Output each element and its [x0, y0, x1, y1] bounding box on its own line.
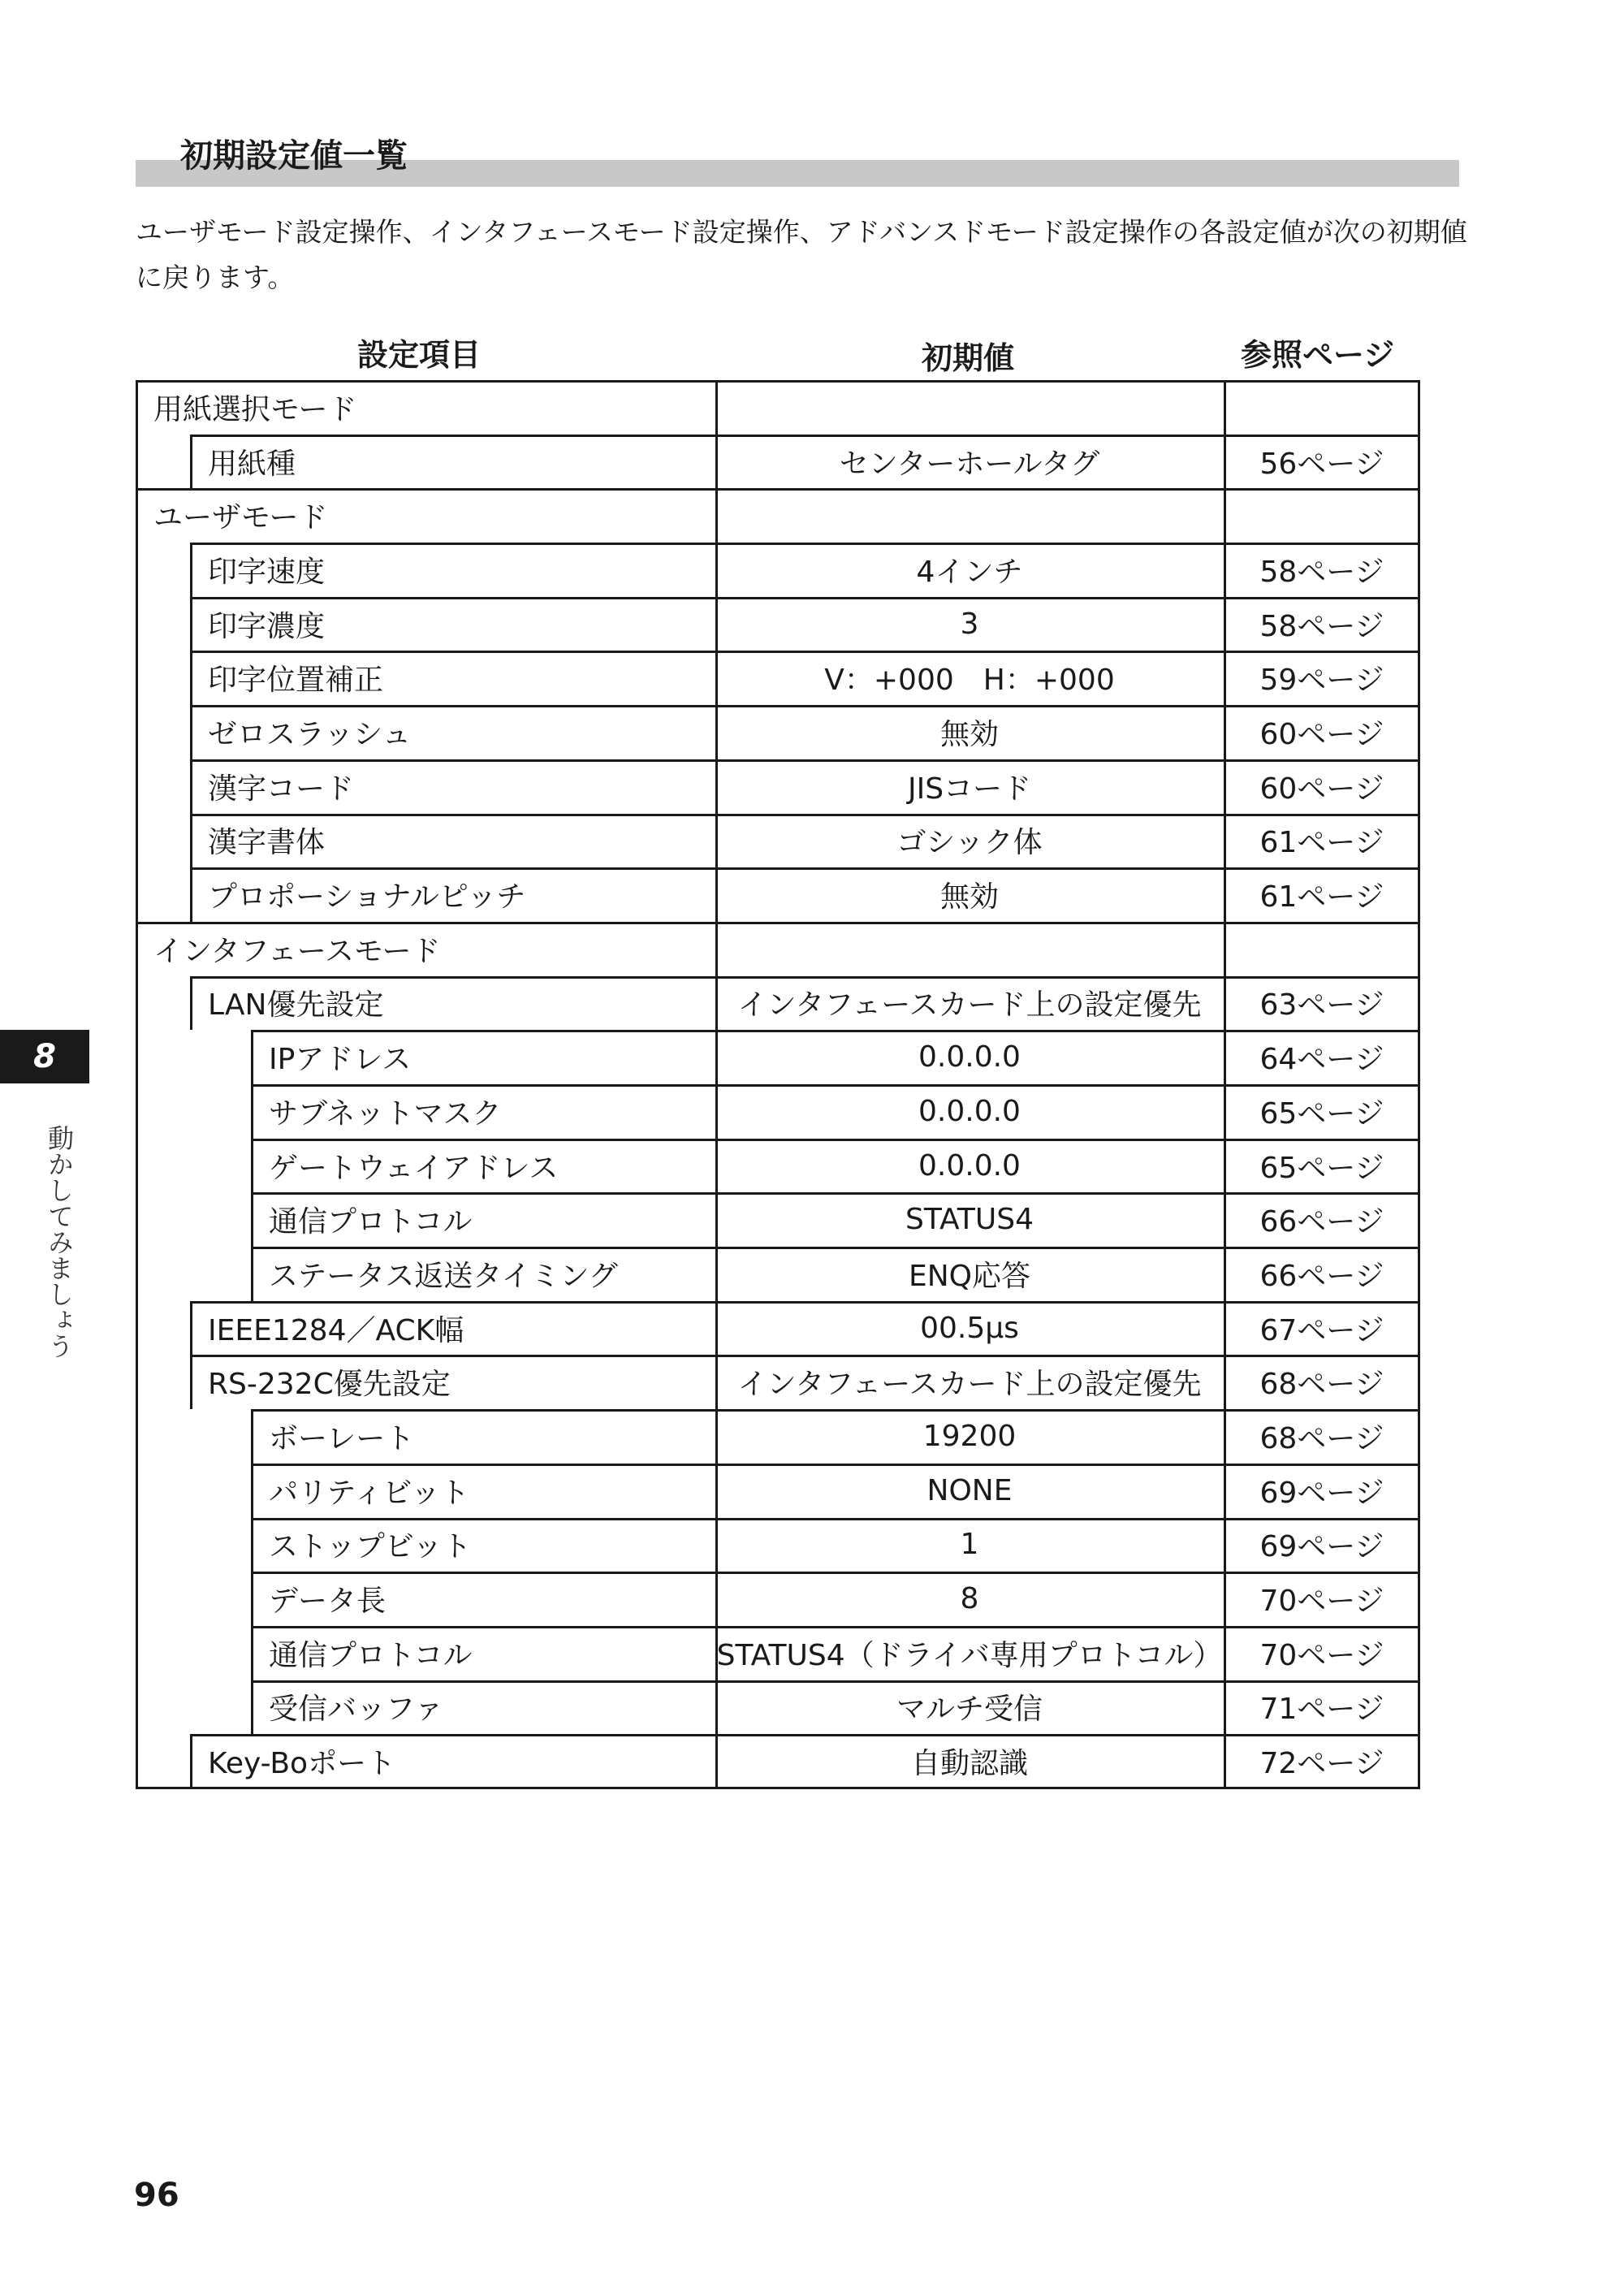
- setting-value: 無効: [939, 880, 999, 915]
- setting-value: 4インチ: [916, 555, 1023, 589]
- setting-name: サブネットマスク: [269, 1096, 502, 1131]
- table-row: [136, 1192, 1420, 1247]
- setting-value: 3: [960, 607, 979, 641]
- row-border: [190, 976, 1420, 979]
- setting-name: LAN優先設定: [208, 988, 384, 1023]
- table-row: [136, 1680, 1420, 1735]
- row-border: [251, 1680, 1420, 1683]
- row-border: [190, 759, 1420, 762]
- table-row: [136, 380, 1420, 435]
- setting-ref: 61ページ: [1259, 880, 1384, 915]
- setting-name: 印字速度: [208, 555, 326, 589]
- setting-ref: 72ページ: [1259, 1747, 1384, 1781]
- row-border: [190, 705, 1420, 707]
- table-row: [136, 1139, 1420, 1193]
- setting-value: インタフェースカード上の設定優先: [737, 1368, 1202, 1402]
- setting-name: 印字濃度: [208, 609, 326, 643]
- setting-value: センターホールタグ: [839, 447, 1100, 481]
- setting-value: インタフェースカード上の設定優先: [737, 988, 1202, 1023]
- row-border: [190, 651, 1420, 653]
- indent-border: [190, 435, 192, 489]
- setting-ref: [1224, 488, 1420, 543]
- row-border: [190, 597, 1420, 599]
- setting-value: 無効: [939, 717, 999, 751]
- row-border: [190, 814, 1420, 816]
- table-left-border: [136, 380, 138, 1788]
- indent-border: [190, 814, 192, 868]
- row-border: [190, 435, 1420, 437]
- setting-name: 通信プロトコル: [269, 1205, 473, 1239]
- table-row: [136, 1084, 1420, 1139]
- table-row: [136, 488, 1420, 543]
- setting-ref: 66ページ: [1259, 1205, 1384, 1239]
- setting-ref: 60ページ: [1259, 717, 1384, 751]
- row-border: [251, 1409, 1420, 1412]
- row-border: [251, 1139, 1420, 1141]
- indent-border: [190, 1301, 192, 1356]
- setting-name: ユーザモード: [153, 501, 328, 535]
- setting-value: [715, 922, 1224, 976]
- setting-name: ゲートウェイアドレス: [269, 1151, 559, 1185]
- setting-value: 自動認識: [910, 1747, 1028, 1781]
- setting-value: 1: [960, 1528, 979, 1562]
- table-right-border: [1418, 380, 1420, 1788]
- indent-border: [190, 867, 192, 922]
- indent-border: [251, 1626, 253, 1680]
- row-border: [251, 1464, 1420, 1466]
- page-number: 96: [134, 2177, 179, 2214]
- setting-ref: 68ページ: [1259, 1421, 1384, 1455]
- table-row: [136, 867, 1420, 922]
- setting-ref: 66ページ: [1259, 1259, 1384, 1293]
- indent-border: [251, 1084, 253, 1139]
- setting-name: ゼロスラッシュ: [208, 717, 412, 751]
- setting-value: 19200: [922, 1419, 1017, 1453]
- setting-value: マルチ受信: [896, 1693, 1043, 1727]
- table-row: [136, 543, 1420, 597]
- setting-ref: 69ページ: [1259, 1530, 1384, 1564]
- setting-ref: 58ページ: [1259, 555, 1384, 589]
- header-item: 設定項目: [357, 337, 482, 373]
- setting-ref: 59ページ: [1259, 664, 1384, 698]
- setting-value: 0.0.0.0: [918, 1040, 1021, 1074]
- setting-name: 漢字コード: [208, 772, 355, 806]
- setting-value: [715, 380, 1224, 435]
- table-row: [136, 1572, 1420, 1626]
- setting-name: ステータス返送タイミング: [269, 1259, 618, 1293]
- table-row: [136, 1247, 1420, 1301]
- setting-name: RS-232C優先設定: [208, 1368, 451, 1402]
- indent-border: [190, 1355, 192, 1409]
- table-row: [136, 922, 1420, 976]
- setting-ref: [1224, 380, 1420, 435]
- table-row: [136, 1355, 1420, 1409]
- setting-value: 8: [960, 1582, 979, 1616]
- table-row: [136, 1030, 1420, 1084]
- setting-value: 00.5μs: [920, 1311, 1019, 1345]
- row-border: [190, 1301, 1420, 1304]
- row-border: [251, 1518, 1420, 1520]
- table-row: [136, 651, 1420, 705]
- setting-name: 受信バッファ: [269, 1693, 444, 1727]
- row-border: [190, 1355, 1420, 1357]
- setting-ref: 69ページ: [1259, 1476, 1384, 1510]
- table-row: [136, 435, 1420, 489]
- row-border: [190, 867, 1420, 870]
- indent-border: [190, 1734, 192, 1788]
- ref-column-border: [1224, 380, 1226, 1788]
- chapter-title: 動かしてみましょう: [44, 1125, 75, 1359]
- setting-ref: 70ページ: [1259, 1585, 1384, 1619]
- setting-ref: 68ページ: [1259, 1368, 1384, 1402]
- section-title: 初期設定値一覧: [180, 137, 408, 175]
- setting-value: JISコード: [907, 772, 1032, 806]
- setting-value: 0.0.0.0: [918, 1148, 1021, 1183]
- row-border: [190, 543, 1420, 545]
- table-row: [136, 705, 1420, 759]
- indent-border: [190, 543, 192, 597]
- setting-ref: 67ページ: [1259, 1313, 1384, 1347]
- row-border: [251, 1030, 1420, 1032]
- setting-name: 印字位置補正: [208, 664, 384, 698]
- setting-value: NONE: [926, 1473, 1013, 1507]
- setting-name: ボーレート: [269, 1421, 415, 1455]
- table-row: [136, 1626, 1420, 1680]
- setting-ref: 56ページ: [1259, 447, 1384, 481]
- table-row: [136, 597, 1420, 651]
- value-column-border: [715, 380, 718, 1788]
- table-bottom-border: [136, 1787, 1420, 1789]
- indent-border: [190, 651, 192, 705]
- indent-border: [190, 976, 192, 1031]
- indent-border: [251, 1680, 253, 1735]
- setting-value: [715, 488, 1224, 543]
- setting-value: STATUS4（ドライバ専用プロトコル）: [716, 1638, 1223, 1672]
- setting-ref: 71ページ: [1259, 1693, 1384, 1727]
- indent-border: [251, 1572, 253, 1626]
- row-border: [251, 1626, 1420, 1628]
- setting-ref: 65ページ: [1259, 1096, 1384, 1131]
- table-row: [136, 1301, 1420, 1356]
- indent-border: [251, 1192, 253, 1247]
- setting-ref: 58ページ: [1259, 609, 1384, 643]
- row-border: [251, 1192, 1420, 1195]
- setting-name: パリティビット: [269, 1476, 469, 1510]
- row-border: [251, 1084, 1420, 1087]
- intro-text: ユーザモード設定操作、インタフェースモード設定操作、アドバンスドモード設定操作の各設定値が次の初期値に戻ります。: [136, 216, 1467, 293]
- indent-border: [190, 705, 192, 759]
- table-row: [136, 1734, 1420, 1788]
- table-row: [136, 1409, 1420, 1464]
- table-row: [136, 759, 1420, 814]
- row-border: [136, 922, 1420, 924]
- indent-border: [251, 1139, 253, 1193]
- setting-ref: 63ページ: [1259, 988, 1384, 1023]
- setting-ref: [1224, 922, 1420, 976]
- setting-ref: 60ページ: [1259, 772, 1384, 806]
- row-border: [251, 1247, 1420, 1249]
- setting-ref: 64ページ: [1259, 1043, 1384, 1077]
- setting-ref: 65ページ: [1259, 1151, 1384, 1185]
- setting-name: インタフェースモード: [153, 934, 441, 968]
- table-row: [136, 1518, 1420, 1572]
- table-row: [136, 1464, 1420, 1518]
- setting-ref: 70ページ: [1259, 1638, 1384, 1672]
- setting-value: V：+000 H：+000: [824, 664, 1115, 698]
- settings-table: [136, 380, 1420, 1788]
- setting-value: ENQ応答: [908, 1259, 1030, 1293]
- setting-name: IPアドレス: [269, 1043, 412, 1077]
- row-border: [190, 1734, 1420, 1736]
- setting-name: ストップビット: [269, 1530, 472, 1564]
- setting-name: 漢字書体: [208, 826, 326, 860]
- row-border: [136, 380, 1420, 383]
- setting-name: 用紙種: [208, 447, 296, 481]
- setting-name: 用紙選択モード: [153, 392, 357, 426]
- setting-name: IEEE1284／ACK幅: [208, 1313, 464, 1347]
- table-row: [136, 814, 1420, 868]
- setting-value: STATUS4: [905, 1203, 1034, 1237]
- header-value: 初期値: [922, 340, 1015, 376]
- indent-border: [190, 597, 192, 651]
- row-border: [136, 488, 1420, 491]
- setting-value: 0.0.0.0: [918, 1094, 1021, 1128]
- table-row: [136, 976, 1420, 1031]
- indent-border: [251, 1030, 253, 1084]
- indent-border: [251, 1247, 253, 1301]
- indent-border: [251, 1409, 253, 1464]
- chapter-tab: 8: [0, 1030, 89, 1083]
- header-ref: 参照ページ: [1241, 337, 1395, 373]
- indent-border: [190, 759, 192, 814]
- setting-value: ゴシック体: [896, 826, 1043, 860]
- setting-ref: 61ページ: [1259, 826, 1384, 860]
- setting-name: Key-Boポート: [208, 1747, 396, 1781]
- indent-border: [251, 1464, 253, 1518]
- setting-name: 通信プロトコル: [269, 1638, 473, 1672]
- row-border: [251, 1572, 1420, 1574]
- setting-name: データ長: [269, 1585, 387, 1619]
- indent-border: [251, 1518, 253, 1572]
- setting-name: プロポーショナルピッチ: [208, 880, 526, 915]
